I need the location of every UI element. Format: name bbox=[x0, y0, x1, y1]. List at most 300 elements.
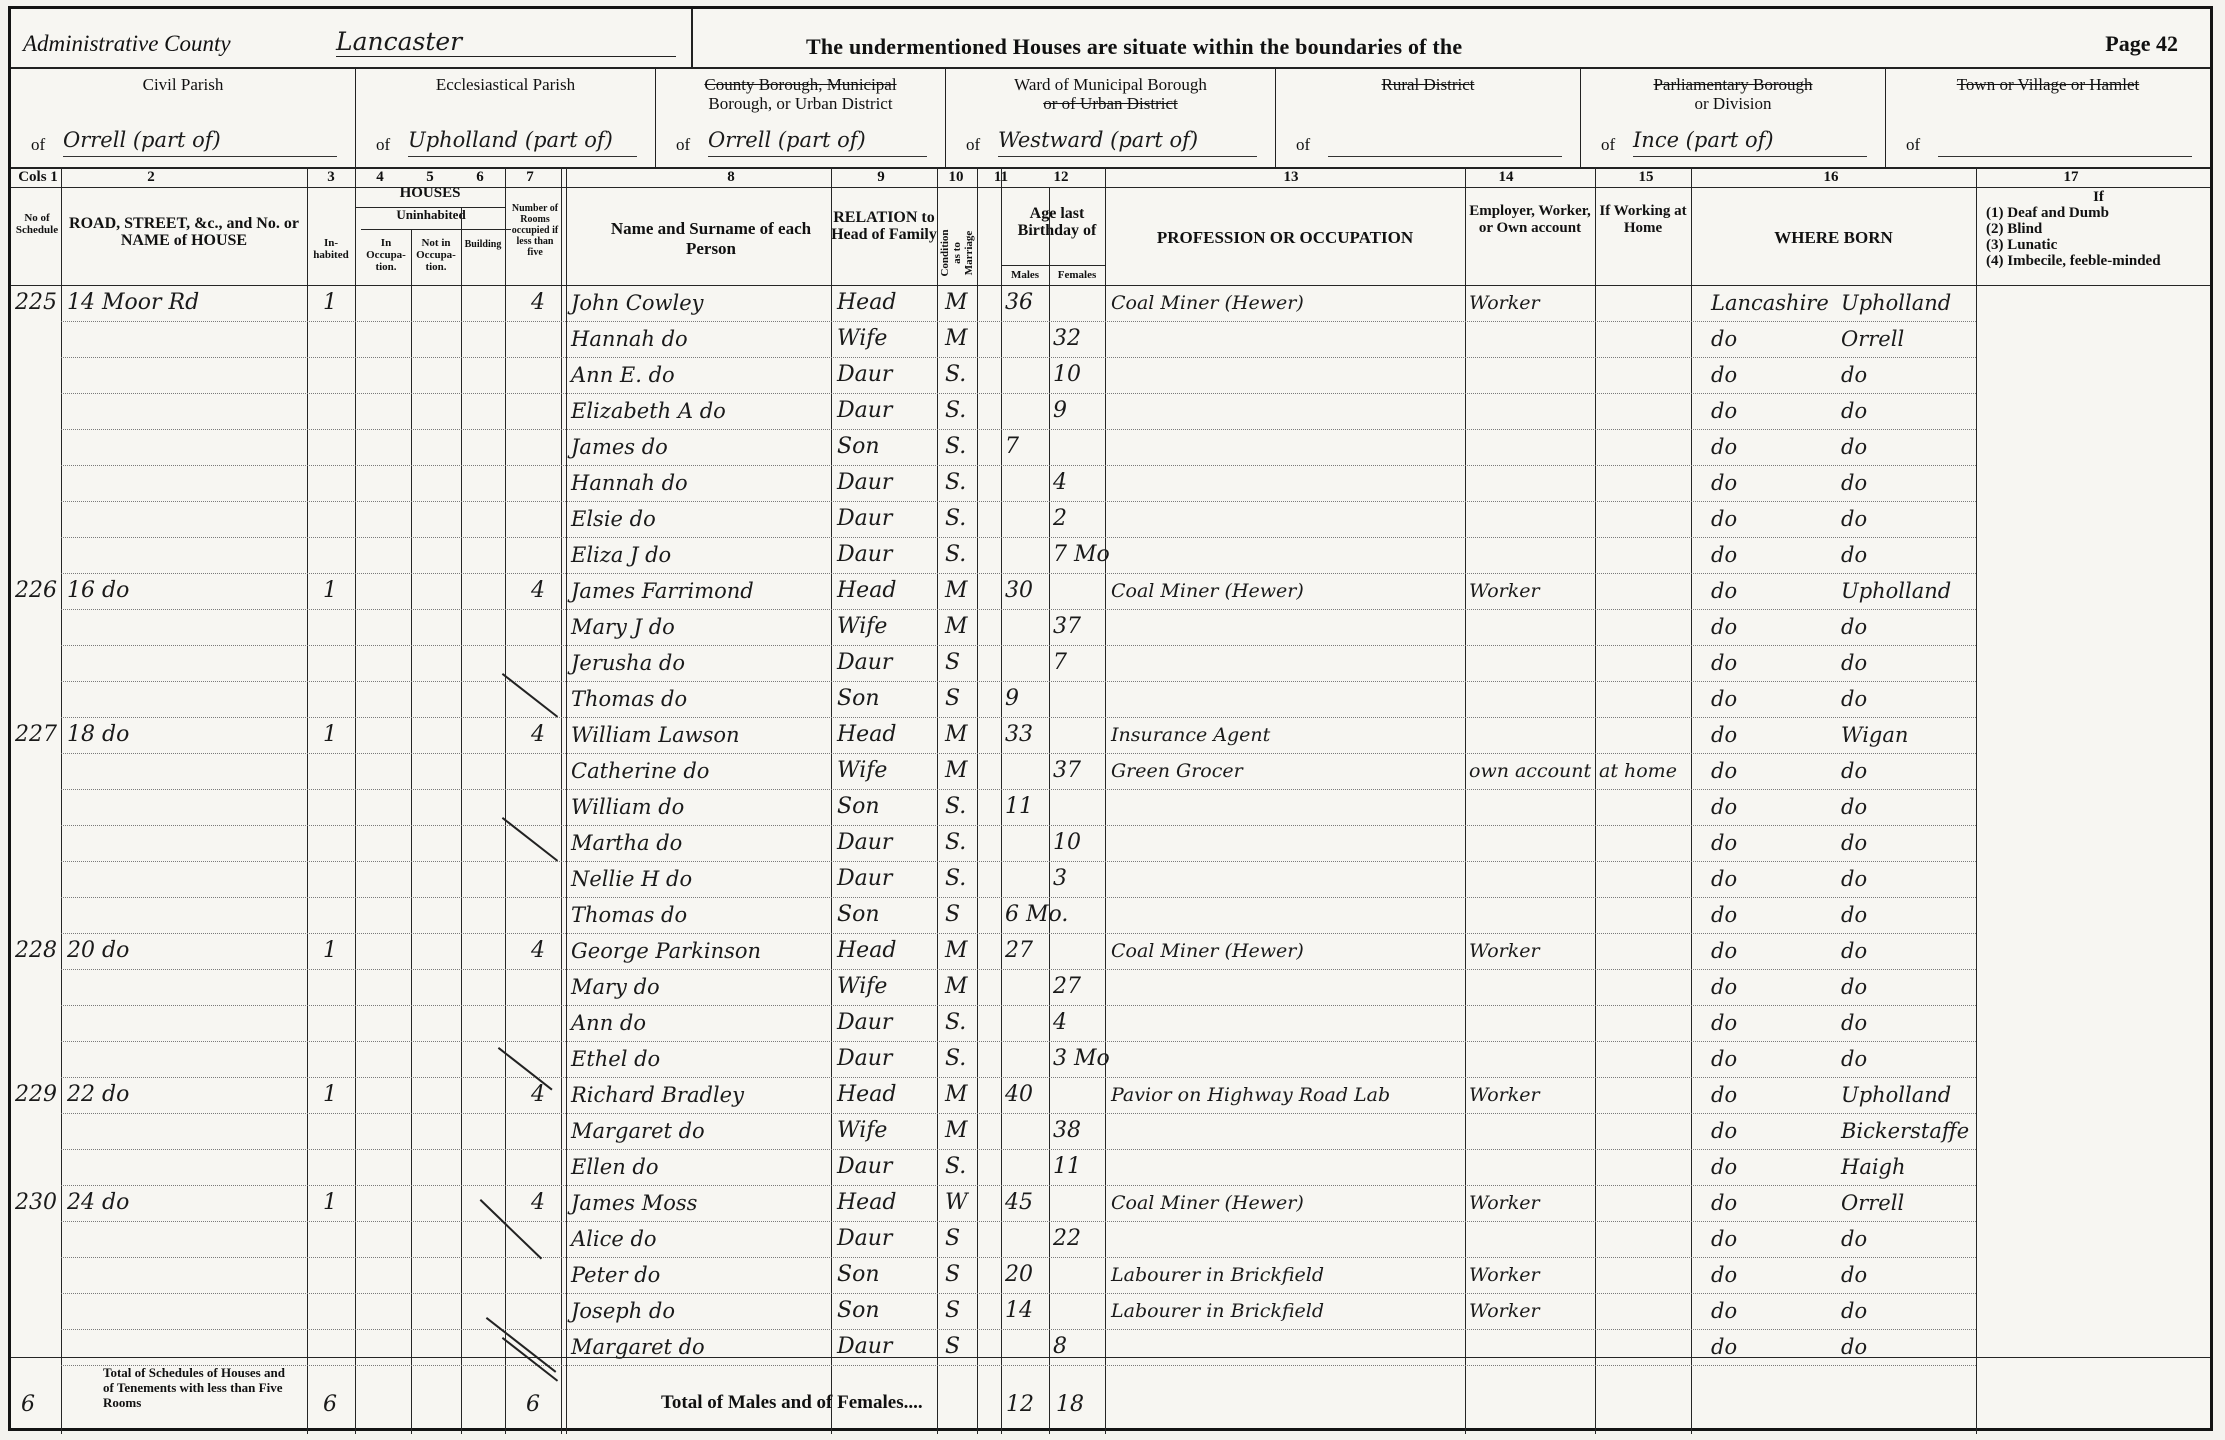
cell-age-female bbox=[1053, 575, 1103, 607]
cell-rooms bbox=[531, 503, 561, 535]
cell-born-place: Orrell bbox=[1841, 1191, 1905, 1215]
cell-born-county: do bbox=[1711, 1083, 1738, 1107]
cell-condition: S. bbox=[945, 542, 967, 567]
area-headers bbox=[11, 67, 2210, 169]
cell-condition: S. bbox=[945, 830, 967, 855]
cell-relation: Daur bbox=[837, 650, 893, 675]
cell-born-county: do bbox=[1711, 903, 1738, 927]
cell-rooms bbox=[531, 647, 561, 679]
header-in-occupation: In Occupa-tion. bbox=[366, 237, 406, 273]
cell-born-county: do bbox=[1711, 435, 1738, 459]
cell-inhabited bbox=[323, 971, 351, 1003]
area-ward-value: Westward (part of) bbox=[998, 128, 1257, 157]
header-schedule: No of Schedule bbox=[15, 212, 59, 236]
cell-schedule bbox=[15, 791, 59, 823]
area-ecclesiastical-parish-label: Ecclesiastical Parish bbox=[435, 75, 576, 94]
header-occupation: PROFESSION OR OCCUPATION bbox=[1156, 228, 1414, 247]
col-number: 9 bbox=[877, 169, 885, 185]
cell-inhabited bbox=[323, 467, 351, 499]
cell-at-home bbox=[1599, 503, 1689, 535]
cell-employer: Worker bbox=[1469, 1084, 1540, 1106]
cell-at-home bbox=[1599, 791, 1689, 823]
cell-condition: S bbox=[945, 1226, 961, 1251]
cell-relation: Head bbox=[837, 1082, 897, 1107]
cell-born-place: do bbox=[1841, 903, 1868, 927]
cell-rooms: 4 bbox=[531, 938, 545, 963]
cell-inhabited: 1 bbox=[323, 938, 337, 963]
area-town-village bbox=[1886, 67, 2210, 167]
cell-road bbox=[67, 611, 303, 643]
cell-road bbox=[67, 1259, 303, 1291]
cell-relation: Head bbox=[837, 938, 897, 963]
row-rule bbox=[61, 645, 1976, 646]
area-of-label: of bbox=[31, 135, 46, 154]
cell-occupation bbox=[1111, 1043, 1461, 1075]
cell-schedule bbox=[15, 1223, 59, 1255]
cell-at-home bbox=[1599, 431, 1689, 463]
cell-inhabited: 1 bbox=[323, 722, 337, 747]
cell-age-male bbox=[1005, 359, 1049, 391]
row-rule bbox=[61, 501, 1976, 502]
cell-relation: Daur bbox=[837, 830, 893, 855]
row-rule bbox=[61, 1329, 1976, 1330]
cell-condition: M bbox=[945, 614, 968, 639]
total-females: 18 bbox=[1056, 1392, 1084, 1417]
cell-at-home bbox=[1599, 1331, 1689, 1363]
cell-age-female: 9 bbox=[1053, 398, 1067, 423]
cell-condition: M bbox=[945, 758, 968, 783]
area-county-borough-line1: County Borough, Municipal bbox=[704, 75, 897, 94]
header-road: ROAD, STREET, &c., and No. or NAME of HOUSE bbox=[69, 215, 299, 249]
cell-inhabited bbox=[323, 1007, 351, 1039]
cell-age-male bbox=[1005, 1151, 1049, 1183]
cell-employer bbox=[1469, 1331, 1593, 1363]
area-ward-label bbox=[946, 75, 1275, 113]
cell-born-county: do bbox=[1711, 579, 1738, 603]
cell-age-male bbox=[1005, 647, 1049, 679]
cell-occupation bbox=[1111, 971, 1461, 1003]
cell-born-county: do bbox=[1711, 1335, 1738, 1359]
cell-relation: Head bbox=[837, 578, 897, 603]
row-rule bbox=[61, 897, 1976, 898]
cell-relation: Head bbox=[837, 290, 897, 315]
cell-born-county: do bbox=[1711, 1047, 1738, 1071]
cell-rooms: 4 bbox=[531, 1082, 545, 1107]
cell-occupation bbox=[1111, 503, 1461, 535]
cell-occupation bbox=[1111, 827, 1461, 859]
cell-inhabited bbox=[323, 611, 351, 643]
cell-age-female bbox=[1053, 791, 1103, 823]
cell-name: Thomas do bbox=[571, 687, 688, 711]
header-males: Males bbox=[1010, 269, 1040, 281]
cell-schedule bbox=[15, 1259, 59, 1291]
cell-road bbox=[67, 755, 303, 787]
cell-inhabited bbox=[323, 827, 351, 859]
row-rule bbox=[61, 1005, 1976, 1006]
cell-age-female: 3 Mo bbox=[1053, 1046, 1110, 1071]
cell-relation: Son bbox=[837, 794, 880, 819]
row-rule bbox=[61, 429, 1976, 430]
row-rule bbox=[61, 1221, 1976, 1222]
col-number: 16 bbox=[1823, 169, 1839, 185]
row-rule bbox=[61, 321, 1976, 322]
cell-name: Elsie do bbox=[571, 507, 656, 531]
cell-employer bbox=[1469, 1043, 1593, 1075]
cell-age-male bbox=[1005, 539, 1049, 571]
cell-employer bbox=[1469, 395, 1593, 427]
cell-born-county: do bbox=[1711, 867, 1738, 891]
cell-born-county: do bbox=[1711, 1155, 1738, 1179]
header-houses: HOUSES bbox=[399, 185, 461, 201]
cell-occupation bbox=[1111, 1115, 1461, 1147]
cell-born-county: do bbox=[1711, 363, 1738, 387]
cell-employer bbox=[1469, 683, 1593, 715]
cell-road bbox=[67, 791, 303, 823]
cell-employer bbox=[1469, 1151, 1593, 1183]
area-of-label: of bbox=[1906, 135, 1921, 154]
col-number: Cols 1 bbox=[18, 169, 58, 185]
area-ecclesiastical-parish-value: Upholland (part of) bbox=[408, 128, 637, 157]
cell-age-male: 11 bbox=[1005, 794, 1033, 819]
cell-occupation bbox=[1111, 791, 1461, 823]
cell-name: Ann E. do bbox=[571, 363, 675, 387]
cell-employer bbox=[1469, 899, 1593, 931]
header-name: Name and Surname of each Person bbox=[610, 219, 812, 258]
cell-occupation: Coal Miner (Hewer) bbox=[1111, 940, 1304, 962]
cell-name: Nellie H do bbox=[571, 867, 693, 891]
cell-occupation bbox=[1111, 647, 1461, 679]
cell-born-place: do bbox=[1841, 759, 1868, 783]
cell-name: Catherine do bbox=[571, 759, 710, 783]
cell-age-male bbox=[1005, 1223, 1049, 1255]
cell-occupation: Insurance Agent bbox=[1111, 724, 1271, 746]
col-number: 15 bbox=[1638, 169, 1654, 185]
cell-born-county: do bbox=[1711, 327, 1738, 351]
cell-schedule bbox=[15, 359, 59, 391]
cell-at-home bbox=[1599, 683, 1689, 715]
cell-employer bbox=[1469, 503, 1593, 535]
cell-rooms bbox=[531, 467, 561, 499]
area-county-borough bbox=[656, 67, 946, 167]
cell-born-county: do bbox=[1711, 543, 1738, 567]
cell-born-place: Bickerstaffe bbox=[1841, 1119, 1970, 1143]
cell-relation: Head bbox=[837, 1190, 897, 1215]
area-of-label: of bbox=[376, 135, 391, 154]
cell-age-male bbox=[1005, 863, 1049, 895]
cell-condition: M bbox=[945, 1118, 968, 1143]
area-ward-line1: Ward of Municipal Borough bbox=[1014, 75, 1207, 94]
cell-inhabited bbox=[323, 359, 351, 391]
cell-road bbox=[67, 1223, 303, 1255]
cell-condition: S bbox=[945, 650, 961, 675]
row-rule bbox=[61, 789, 1976, 790]
cell-at-home bbox=[1599, 359, 1689, 391]
header-infirmity-2: (2) Blind bbox=[1986, 221, 2043, 237]
cell-condition: S. bbox=[945, 434, 967, 459]
cell-condition: M bbox=[945, 974, 968, 999]
cell-rooms bbox=[531, 755, 561, 787]
cell-condition: S bbox=[945, 686, 961, 711]
cell-inhabited bbox=[323, 1223, 351, 1255]
row-rule bbox=[61, 753, 1976, 754]
cell-schedule bbox=[15, 1331, 59, 1363]
cell-born-county: Lancashire bbox=[1711, 291, 1829, 315]
cell-born-place: do bbox=[1841, 435, 1868, 459]
cell-inhabited bbox=[323, 755, 351, 787]
col-number: 10 bbox=[948, 169, 964, 185]
cell-schedule: 225 bbox=[15, 290, 57, 315]
cell-inhabited bbox=[323, 1115, 351, 1147]
cell-at-home bbox=[1599, 971, 1689, 1003]
cell-inhabited bbox=[323, 1295, 351, 1327]
cell-road bbox=[67, 539, 303, 571]
cell-born-place: do bbox=[1841, 471, 1868, 495]
cell-occupation: Labourer in Brickfield bbox=[1111, 1300, 1325, 1322]
area-county-borough-line2: Borough, or Urban District bbox=[708, 94, 893, 113]
cell-relation: Wife bbox=[837, 614, 888, 639]
col-number: 7 bbox=[526, 169, 534, 185]
cell-employer bbox=[1469, 971, 1593, 1003]
cell-road bbox=[67, 971, 303, 1003]
cell-age-female: 11 bbox=[1053, 1154, 1081, 1179]
cell-condition: M bbox=[945, 326, 968, 351]
cell-rooms bbox=[531, 323, 561, 355]
cell-employer bbox=[1469, 539, 1593, 571]
cell-relation: Son bbox=[837, 1298, 880, 1323]
cell-at-home bbox=[1599, 647, 1689, 679]
cell-name: Ellen do bbox=[571, 1155, 659, 1179]
cell-employer bbox=[1469, 1007, 1593, 1039]
cell-rooms bbox=[531, 1151, 561, 1183]
cell-at-home: at home bbox=[1599, 760, 1677, 782]
cell-road bbox=[67, 1115, 303, 1147]
cell-age-female bbox=[1053, 1295, 1103, 1327]
cell-at-home bbox=[1599, 323, 1689, 355]
cell-condition: M bbox=[945, 722, 968, 747]
cell-condition: S. bbox=[945, 470, 967, 495]
cell-road: 18 do bbox=[67, 722, 130, 747]
cell-age-female bbox=[1053, 287, 1103, 319]
cell-road: 22 do bbox=[67, 1082, 130, 1107]
cell-age-female: 10 bbox=[1053, 362, 1081, 387]
cell-employer: Worker bbox=[1469, 1300, 1540, 1322]
cell-relation: Son bbox=[837, 1262, 880, 1287]
cell-age-female: 38 bbox=[1053, 1118, 1081, 1143]
cell-born-county: do bbox=[1711, 471, 1738, 495]
cell-born-place: do bbox=[1841, 687, 1868, 711]
cell-name: Thomas do bbox=[571, 903, 688, 927]
area-parliamentary-borough bbox=[1581, 67, 1886, 167]
cell-age-male bbox=[1005, 827, 1049, 859]
cell-road bbox=[67, 899, 303, 931]
cell-occupation bbox=[1111, 359, 1461, 391]
cell-rooms bbox=[531, 1223, 561, 1255]
cell-inhabited bbox=[323, 683, 351, 715]
cell-schedule bbox=[15, 863, 59, 895]
cell-age-female: 10 bbox=[1053, 830, 1081, 855]
cell-age-female bbox=[1053, 1187, 1103, 1219]
cell-schedule bbox=[15, 539, 59, 571]
cell-employer bbox=[1469, 323, 1593, 355]
cell-condition: S. bbox=[945, 794, 967, 819]
cell-relation: Wife bbox=[837, 758, 888, 783]
cell-schedule: 230 bbox=[15, 1190, 57, 1215]
cell-age-female bbox=[1053, 431, 1103, 463]
area-rural-district-value bbox=[1328, 128, 1562, 157]
cell-condition: W bbox=[945, 1190, 968, 1215]
cell-employer bbox=[1469, 1223, 1593, 1255]
cell-occupation bbox=[1111, 431, 1461, 463]
cell-name: Eliza J do bbox=[571, 543, 672, 567]
area-ecclesiastical-parish bbox=[356, 67, 656, 167]
cell-name: Mary J do bbox=[571, 615, 675, 639]
cell-occupation bbox=[1111, 467, 1461, 499]
row-rule bbox=[61, 933, 1976, 934]
cell-born-place: Haigh bbox=[1841, 1155, 1906, 1179]
cell-born-place: do bbox=[1841, 543, 1868, 567]
cell-employer: Worker bbox=[1469, 940, 1540, 962]
cell-born-place: Wigan bbox=[1841, 723, 1909, 747]
row-rule bbox=[61, 465, 1976, 466]
cell-born-place: do bbox=[1841, 399, 1868, 423]
cell-road bbox=[67, 359, 303, 391]
header-at-home: If Working at Home bbox=[1599, 203, 1687, 236]
header-infirmity-3: (3) Lunatic bbox=[1986, 237, 2058, 253]
cell-relation: Daur bbox=[837, 1334, 893, 1359]
row-rule bbox=[61, 537, 1976, 538]
cell-employer bbox=[1469, 467, 1593, 499]
area-parliamentary-line2: or Division bbox=[1694, 94, 1772, 113]
cell-at-home bbox=[1599, 1115, 1689, 1147]
cell-relation: Son bbox=[837, 686, 880, 711]
area-town-village-value bbox=[1938, 128, 2192, 157]
col-number: 6 bbox=[476, 169, 484, 185]
area-parliamentary-borough-label bbox=[1581, 75, 1885, 113]
cell-born-county: do bbox=[1711, 687, 1738, 711]
cell-age-male: 20 bbox=[1005, 1262, 1033, 1287]
cell-road bbox=[67, 1007, 303, 1039]
cell-condition: S bbox=[945, 1334, 961, 1359]
cell-born-place: do bbox=[1841, 1047, 1868, 1071]
cell-name: William Lawson bbox=[571, 723, 740, 747]
cell-name: Jerusha do bbox=[571, 651, 685, 675]
cell-at-home bbox=[1599, 719, 1689, 751]
row-rule bbox=[61, 1077, 1976, 1078]
cell-relation: Wife bbox=[837, 326, 888, 351]
header-infirmity-4: (4) Imbecile, feeble-minded bbox=[1986, 253, 2161, 269]
page-title: The undermentioned Houses are situate within the boundaries of the bbox=[806, 34, 1463, 59]
col-rule bbox=[411, 229, 412, 1434]
cell-at-home bbox=[1599, 467, 1689, 499]
cell-name: James Farrimond bbox=[571, 579, 754, 603]
header-not-in-occupation: Not in Occupa-tion. bbox=[416, 237, 456, 273]
cell-relation: Daur bbox=[837, 1226, 893, 1251]
cell-born-place: do bbox=[1841, 831, 1868, 855]
cell-condition: S. bbox=[945, 1154, 967, 1179]
cell-employer bbox=[1469, 359, 1593, 391]
cell-age-female: 37 bbox=[1053, 614, 1081, 639]
page-header bbox=[11, 9, 2210, 69]
cell-age-female bbox=[1053, 935, 1103, 967]
cell-age-male bbox=[1005, 755, 1049, 787]
cell-occupation bbox=[1111, 683, 1461, 715]
area-of-label: of bbox=[676, 135, 691, 154]
cell-born-place: do bbox=[1841, 975, 1868, 999]
cell-name: Hannah do bbox=[571, 327, 688, 351]
census-page bbox=[8, 6, 2213, 1431]
total-schedules: 6 bbox=[21, 1392, 35, 1417]
cell-schedule bbox=[15, 1115, 59, 1147]
row-rule bbox=[61, 1185, 1976, 1186]
cell-age-male: 40 bbox=[1005, 1082, 1033, 1107]
cell-age-male bbox=[1005, 1331, 1049, 1363]
cell-name: Hannah do bbox=[571, 471, 688, 495]
cell-age-male bbox=[1005, 611, 1049, 643]
cell-occupation: Green Grocer bbox=[1111, 760, 1243, 782]
cell-born-county: do bbox=[1711, 723, 1738, 747]
row-rule bbox=[61, 1041, 1976, 1042]
cell-schedule bbox=[15, 395, 59, 427]
cell-rooms: 4 bbox=[531, 578, 545, 603]
cell-occupation: Labourer in Brickfield bbox=[1111, 1264, 1325, 1286]
cell-age-female: 7 bbox=[1053, 650, 1067, 675]
cell-occupation bbox=[1111, 899, 1461, 931]
cell-age-female bbox=[1053, 719, 1103, 751]
row-rule bbox=[61, 717, 1976, 718]
cell-schedule bbox=[15, 1295, 59, 1327]
cell-age-male: 45 bbox=[1005, 1190, 1033, 1215]
total-rooms: 6 bbox=[526, 1392, 540, 1417]
cell-relation: Wife bbox=[837, 974, 888, 999]
cell-age-male bbox=[1005, 1007, 1049, 1039]
cell-relation: Daur bbox=[837, 1010, 893, 1035]
cell-occupation bbox=[1111, 1151, 1461, 1183]
cell-road bbox=[67, 647, 303, 679]
cell-rooms bbox=[531, 1259, 561, 1291]
cell-occupation: Pavior on Highway Road Lab bbox=[1111, 1084, 1391, 1106]
cell-born-county: do bbox=[1711, 507, 1738, 531]
cell-schedule bbox=[15, 683, 59, 715]
cell-condition: S. bbox=[945, 1046, 967, 1071]
cell-age-male: 27 bbox=[1005, 938, 1033, 963]
cell-inhabited bbox=[323, 899, 351, 931]
cell-inhabited bbox=[323, 395, 351, 427]
cell-at-home bbox=[1599, 899, 1689, 931]
cell-occupation: Coal Miner (Hewer) bbox=[1111, 580, 1304, 602]
col-number: 2 bbox=[147, 169, 155, 185]
cell-rooms bbox=[531, 863, 561, 895]
cell-rooms bbox=[531, 431, 561, 463]
cell-road: 20 do bbox=[67, 938, 130, 963]
cell-name: James Moss bbox=[571, 1191, 698, 1215]
cell-inhabited bbox=[323, 647, 351, 679]
row-rule bbox=[61, 1257, 1976, 1258]
cell-condition: S bbox=[945, 1262, 961, 1287]
cell-employer bbox=[1469, 791, 1593, 823]
cell-employer: Worker bbox=[1469, 292, 1540, 314]
cell-schedule bbox=[15, 1007, 59, 1039]
col-number: 8 bbox=[727, 169, 735, 185]
cell-condition: S. bbox=[945, 1010, 967, 1035]
cell-road bbox=[67, 827, 303, 859]
cell-at-home bbox=[1599, 1295, 1689, 1327]
cell-rooms bbox=[531, 1007, 561, 1039]
cell-age-male: 7 bbox=[1005, 434, 1019, 459]
header-uninhabited: Uninhabited bbox=[396, 207, 466, 222]
col-number: 4 bbox=[376, 169, 384, 185]
cell-inhabited: 1 bbox=[323, 578, 337, 603]
cell-name: William do bbox=[571, 795, 685, 819]
